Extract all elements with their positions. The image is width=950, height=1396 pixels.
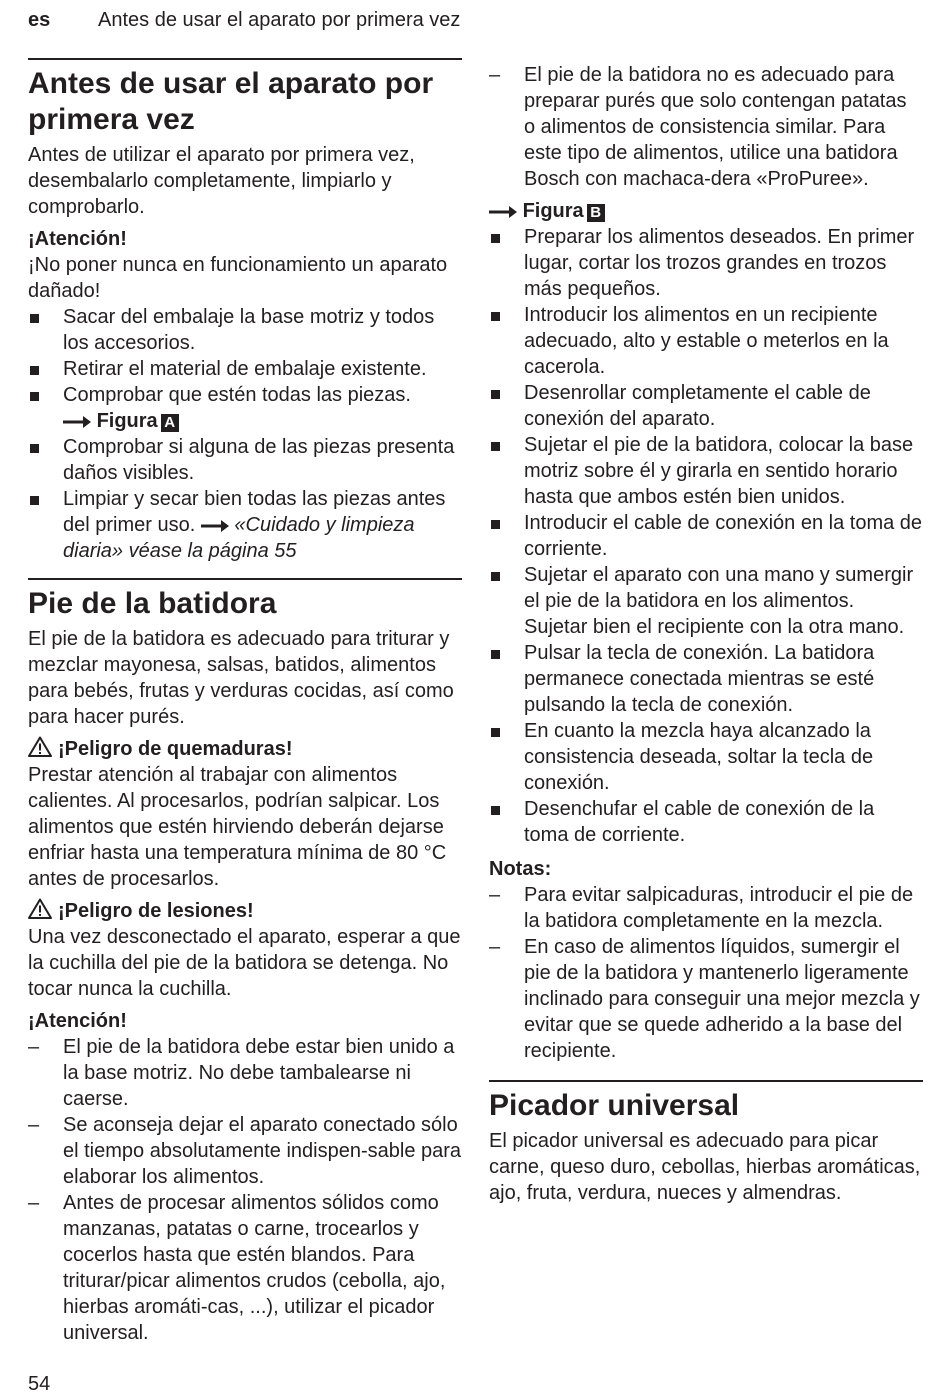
cross-reference: «Cuidado y limpieza diaria» véase la página 55 — [63, 514, 415, 562]
right-column — [489, 62, 923, 1212]
figure-letter-box: B — [587, 204, 605, 222]
notes-label: Notas: — [489, 858, 552, 880]
section-separator — [489, 1080, 923, 1124]
arrow-right-icon — [489, 205, 517, 219]
list-item: – El pie de la batidora no es adecuado para preparar purés que solo contengan patatas o alimentos de consistencia similar. Para este tipo de alimentos, utilice una batidora Bosch con machaca-dera «ProPuree». — [489, 62, 923, 192]
top-dash-list — [489, 62, 923, 192]
figure-label: Figura — [96, 410, 158, 432]
injury-warning-text: Una vez desconectado el aparato, esperar a que la cuchilla del pie de la batidora se detenga. No tocar nunca la cuchilla. — [28, 926, 461, 1000]
burn-warning-heading — [28, 736, 462, 762]
list-item: – Para evitar salpicaduras, introducir el pie de la batidora completamente en la mezcla. — [489, 882, 923, 934]
list-item: – Antes de procesar alimentos sólidos como manzanas, patatas o carne, trocearlos y cocerlos hasta que estén blandos. Para triturar/picar alimentos crudos (cebolla, ajo, hierbas aromáti-cas, ...), utilizar el picador universal. — [28, 1190, 462, 1346]
section-title-blender-foot: Pie de la batidora — [28, 587, 277, 620]
section-title-universal-chopper: Picador universal — [489, 1089, 740, 1122]
section-separator — [28, 578, 462, 622]
list-item: – Se aconseja dejar el aparato conectado sólo el tiempo absolutamente indispen-sable para elaborar los alimentos. — [28, 1112, 462, 1190]
burn-warning-label: ¡Peligro de quemaduras! — [58, 738, 293, 760]
list-item — [28, 486, 462, 564]
list-item: – En caso de alimentos líquidos, sumergir el pie de la batidora y mantenerlo ligeramente inclinado para conseguir una mejor mezcla y evitar que se quede adherido a la base del recipiente. — [489, 934, 923, 1064]
list-item: Introducir los alimentos en un recipiente adecuado, alto y estable o meterlos en la cacerola. — [489, 302, 923, 380]
list-item: – El pie de la batidora debe estar bien unido a la base motriz. No debe tambalearse ni caerse. — [28, 1034, 462, 1112]
list-item: Sujetar el pie de la batidora, colocar la base motriz sobre él y girarla en sentido horario hasta que ambos estén bien unidos. — [489, 432, 923, 510]
arrow-right-icon — [201, 519, 229, 533]
section-title-first-use: Antes de usar el aparato por primera vez — [28, 67, 434, 136]
list-item: Sujetar el aparato con una mano y sumergir el pie de la batidora en los alimentos. Sujetar bien el recipiente con la otra mano. — [489, 562, 923, 640]
list-item: Desenrollar completamente el cable de conexión del aparato. — [489, 380, 923, 432]
list-item: Retirar el material de embalaje existente. — [28, 356, 462, 382]
injury-warning-label: ¡Peligro de lesiones! — [58, 900, 254, 922]
attention-label-2: ¡Atención! — [28, 1010, 127, 1032]
left-column — [28, 58, 462, 1352]
warning-triangle-icon — [28, 898, 52, 919]
arrow-right-icon — [63, 415, 91, 429]
blender-foot-intro: El pie de la batidora es adecuado para triturar y mezclar mayonesa, salsas, batidos, alimentos para bebés, frutas y verduras cocidas, así como para hacer purés. — [28, 628, 454, 728]
injury-warning-heading — [28, 898, 462, 924]
attention-label: ¡Atención! — [28, 228, 127, 250]
attention-text: ¡No poner nunca en funcionamiento un aparato dañado! — [28, 254, 448, 302]
list-item: En cuanto la mezcla haya alcanzado la consistencia deseada, soltar la tecla de conexión. — [489, 718, 923, 796]
attention-dash-list — [28, 1034, 462, 1346]
list-item: Comprobar si alguna de las piezas presenta daños visibles. — [28, 434, 462, 486]
warning-triangle-icon — [28, 736, 52, 757]
figure-b-reference — [489, 198, 923, 224]
figure-label: Figura — [522, 200, 584, 222]
first-use-intro: Antes de utilizar el aparato por primera vez, desembalarlo completamente, limpiarlo y comprobarlo. — [28, 144, 415, 218]
list-item: Comprobar que estén todas las piezas. — [28, 382, 462, 408]
inspection-steps — [28, 434, 462, 564]
first-use-steps — [28, 304, 462, 408]
notes-list — [489, 882, 923, 1064]
figure-a-reference — [28, 408, 462, 434]
language-code: es — [28, 9, 51, 31]
list-item: Introducir el cable de conexión en la toma de corriente. — [489, 510, 923, 562]
burn-warning-text: Prestar atención al trabajar con alimentos calientes. Al procesarlos, podrían salpicar. Los alimentos que estén hirviendo deberán dejarse enfriar hasta una temperatura mínima de 80 °C antes de procesarlos. — [28, 764, 447, 890]
list-item: Preparar los alimentos deseados. En primer lugar, cortar los trozos grandes en trozos más pequeños. — [489, 224, 923, 302]
list-item: Pulsar la tecla de conexión. La batidora permanece conectada mientras se esté pulsando la tecla de conexión. — [489, 640, 923, 718]
running-title: Antes de usar el aparato por primera vez — [98, 9, 461, 31]
usage-steps — [489, 224, 923, 848]
figure-letter-box: A — [161, 414, 179, 432]
clean-step-text: Limpiar y secar bien todas las piezas antes del primer uso. — [63, 488, 446, 536]
page-number: 54 — [28, 1373, 51, 1395]
list-item: Sacar del embalaje la base motriz y todos los accesorios. — [28, 304, 462, 356]
universal-chopper-intro: El picador universal es adecuado para picar carne, queso duro, cebollas, hierbas aromáticas, ajo, fruta, verdura, nueces y almendras. — [489, 1130, 921, 1204]
list-item: Desenchufar el cable de conexión de la toma de corriente. — [489, 796, 923, 848]
page-header — [28, 8, 922, 34]
